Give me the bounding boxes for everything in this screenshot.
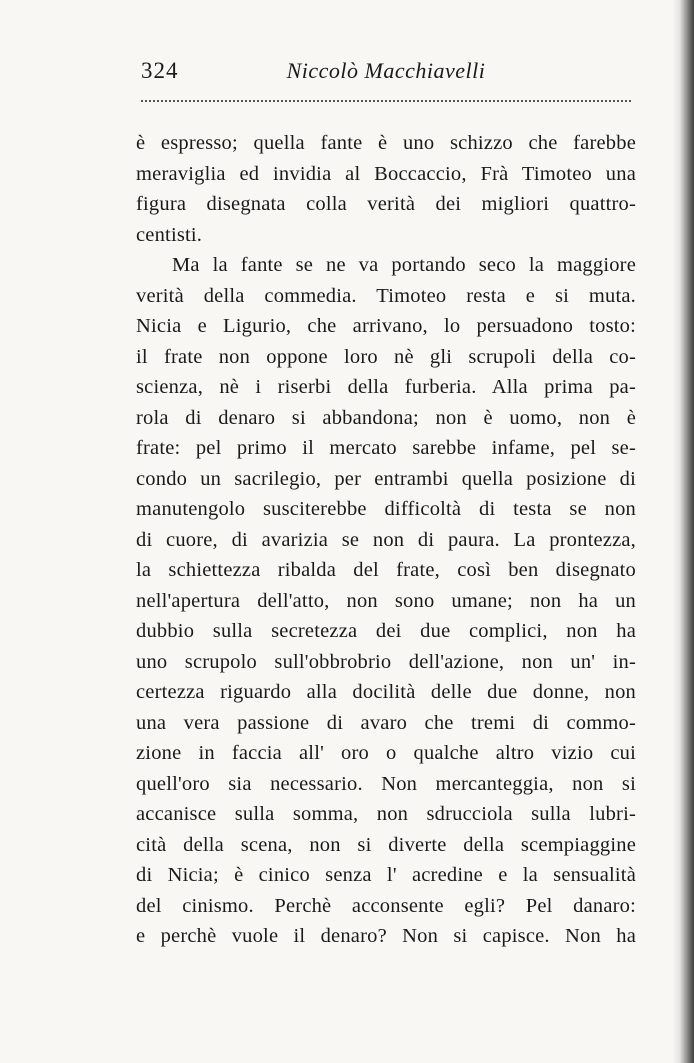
- text-line: centisti.: [136, 223, 203, 246]
- text-line: e perchè vuole il denaro? Non si capisce. Non ha: [136, 925, 636, 947]
- text-line: condo un sacrilegio, per entrambi quella posizione di: [136, 467, 636, 490]
- text-line: una vera passione di avaro che tremi di commo-: [136, 711, 636, 734]
- text-line: verità della commedia. Timoteo resta e si muta.: [136, 284, 636, 307]
- text-line: è espresso; quella fante è uno schizzo che farebbe: [136, 132, 636, 154]
- text-line: accanisce sulla somma, non sdrucciola sulla lubri-: [136, 803, 636, 825]
- running-header: [141, 54, 631, 94]
- text-line: la schiettezza ribalda del frate, così ben disegnato: [136, 559, 636, 581]
- binding-shadow: [672, 0, 694, 1063]
- text-line: il frate non oppone loro nè gli scrupoli della co-: [136, 345, 636, 368]
- text-line: manutengolo susciterebbe difficoltà di testa se non: [136, 498, 636, 520]
- text-line: nell'apertura dell'atto, non sono umane; non ha un: [136, 589, 636, 612]
- text-line: figura disegnata colla verità dei migliori quattro-: [136, 193, 636, 215]
- header-divider: [141, 100, 631, 102]
- text-line: di Nicia; è cinico senza l' acredine e la sensualità: [136, 864, 636, 886]
- text-line: Ma la fante se ne va portando seco la maggiore: [172, 254, 636, 276]
- text-line: del cinismo. Perchè acconsente egli? Pel danaro:: [136, 894, 636, 917]
- body-text: [136, 128, 636, 952]
- text-line: dubbio sulla secretezza dei due complici, non ha: [136, 620, 636, 642]
- text-line: di cuore, di avarizia se non di paura. La prontezza,: [136, 528, 636, 551]
- text-line: rola di denaro si abbandona; non è uomo, non è: [136, 406, 636, 429]
- text-line: zione in faccia all' oro o qualche altro vizio cui: [136, 742, 636, 764]
- page-number: 324: [141, 58, 179, 83]
- text-line: frate: pel primo il mercato sarebbe infame, pel se-: [136, 437, 636, 459]
- running-title: Niccolò Macchiavelli: [286, 58, 486, 83]
- text-line: meraviglia ed invidia al Boccaccio, Frà Timoteo una: [136, 162, 636, 185]
- text-line: Nicia e Ligurio, che arrivano, lo persuadono tosto:: [136, 315, 636, 337]
- text-line: cità della scena, non si diverte della scempiaggine: [136, 833, 636, 856]
- text-line: certezza riguardo alla docilità delle due donne, non: [136, 681, 636, 703]
- text-line: quell'oro sia necessario. Non mercanteggia, non si: [136, 772, 636, 795]
- text-line: uno scrupolo sull'obbrobrio dell'azione, non un' in-: [136, 650, 636, 673]
- text-line: scienza, nè i riserbi della furberia. Alla prima pa-: [136, 376, 636, 398]
